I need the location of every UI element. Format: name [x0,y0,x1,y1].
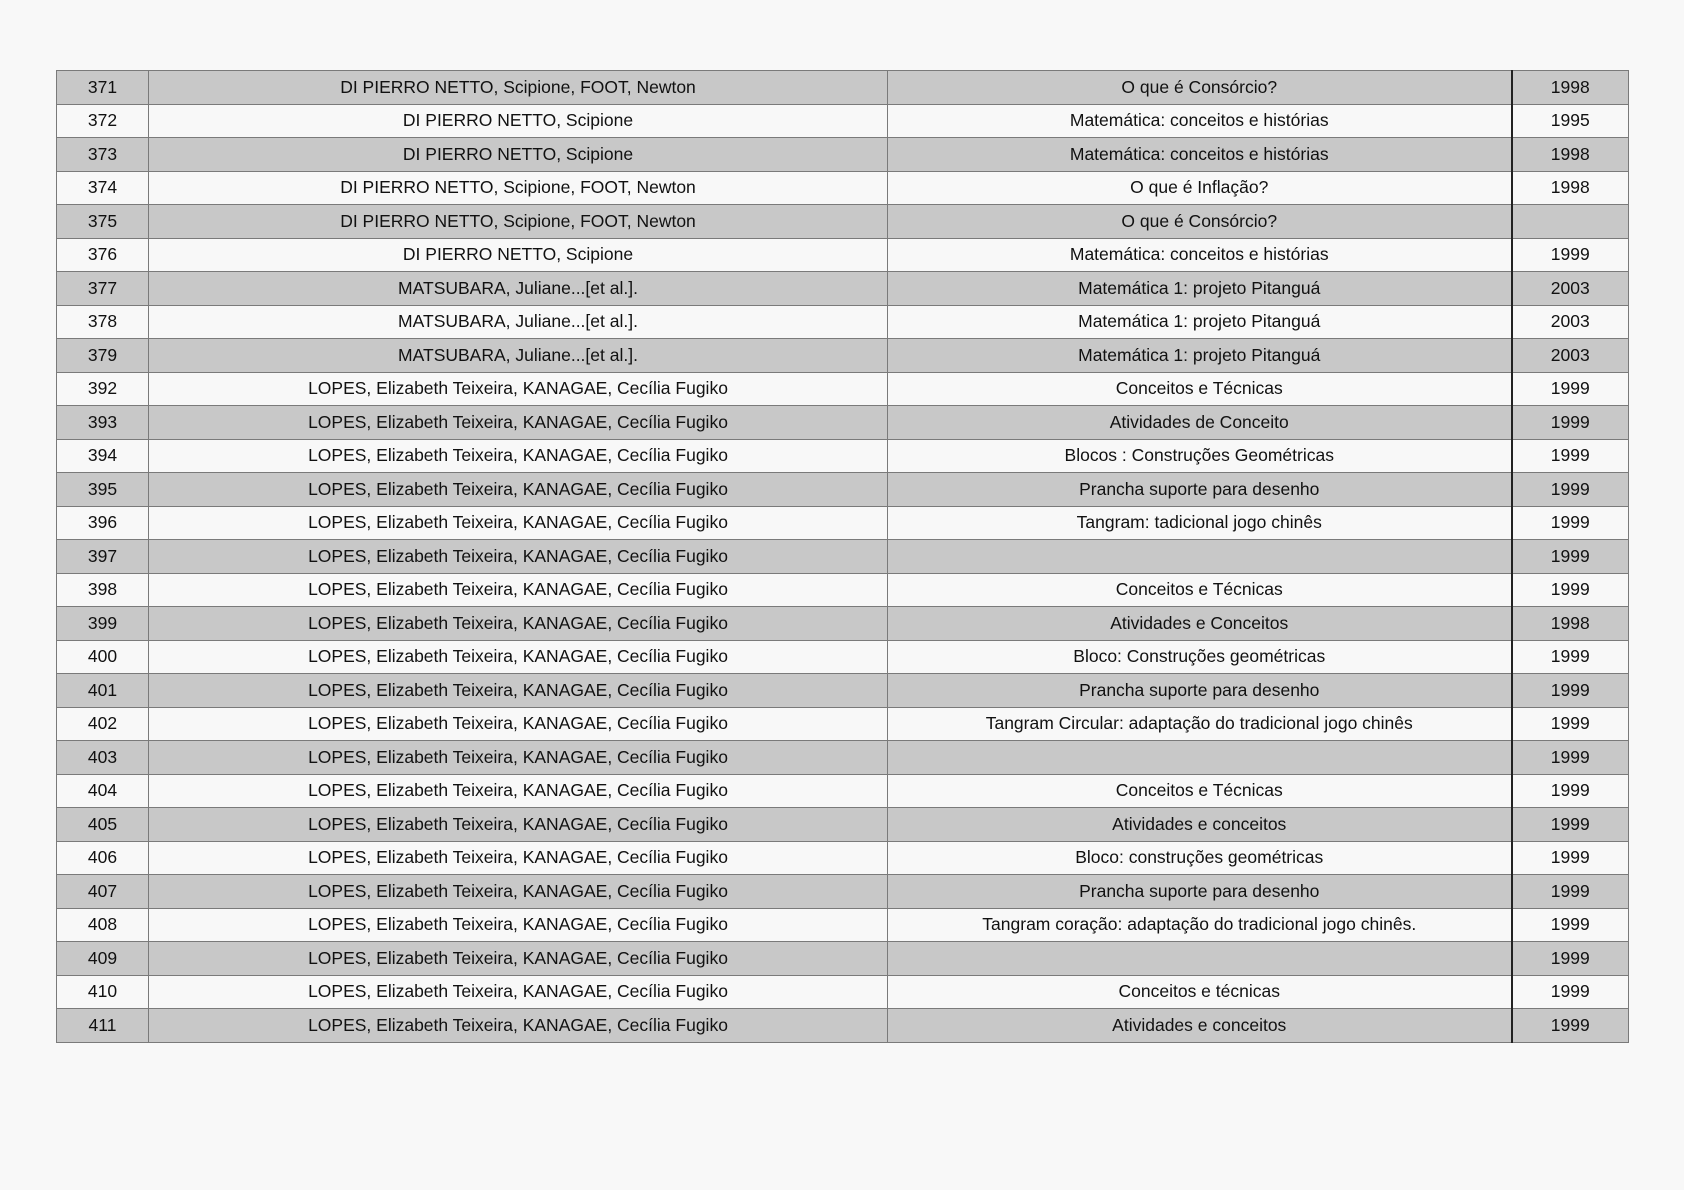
cell-id: 393 [57,406,149,440]
cell-year: 1995 [1512,104,1629,138]
cell-id: 402 [57,707,149,741]
cell-author: LOPES, Elizabeth Teixeira, KANAGAE, Cecília Fugiko [149,741,888,775]
cell-title [888,942,1512,976]
cell-author: MATSUBARA, Juliane...[et al.]. [149,339,888,373]
catalog-table [56,70,1629,1043]
table-row [57,138,1629,172]
cell-title: Matemática 1: projeto Pitanguá [888,272,1512,306]
table-row [57,1009,1629,1043]
cell-year: 1999 [1512,908,1629,942]
table-row [57,305,1629,339]
table-row [57,205,1629,239]
table-row [57,741,1629,775]
table-row [57,238,1629,272]
cell-year: 1999 [1512,1009,1629,1043]
cell-id: 376 [57,238,149,272]
cell-title: Atividades de Conceito [888,406,1512,440]
table-row [57,104,1629,138]
cell-id: 404 [57,774,149,808]
cell-year: 1999 [1512,841,1629,875]
cell-year: 2003 [1512,339,1629,373]
cell-title: Matemática 1: projeto Pitanguá [888,339,1512,373]
cell-year: 1999 [1512,540,1629,574]
cell-title: Matemática: conceitos e histórias [888,238,1512,272]
cell-year [1512,205,1629,239]
cell-year: 1999 [1512,439,1629,473]
table-row [57,439,1629,473]
table-row [57,473,1629,507]
cell-title: Bloco: Construções geométricas [888,640,1512,674]
table-row [57,875,1629,909]
cell-author: LOPES, Elizabeth Teixeira, KANAGAE, Cecília Fugiko [149,640,888,674]
cell-title: O que é Consórcio? [888,71,1512,105]
cell-title: Atividades e Conceitos [888,607,1512,641]
cell-title: Prancha suporte para desenho [888,473,1512,507]
cell-id: 379 [57,339,149,373]
cell-title: Blocos : Construções Geométricas [888,439,1512,473]
cell-year: 1999 [1512,406,1629,440]
cell-author: LOPES, Elizabeth Teixeira, KANAGAE, Cecília Fugiko [149,942,888,976]
table-row [57,607,1629,641]
cell-title: Matemática: conceitos e histórias [888,104,1512,138]
cell-id: 399 [57,607,149,641]
cell-year: 1999 [1512,473,1629,507]
cell-year: 1998 [1512,607,1629,641]
cell-id: 377 [57,272,149,306]
cell-author: LOPES, Elizabeth Teixeira, KANAGAE, Cecília Fugiko [149,473,888,507]
cell-title: Conceitos e Técnicas [888,573,1512,607]
cell-id: 371 [57,71,149,105]
cell-title: Tangram coração: adaptação do tradicional jogo chinês. [888,908,1512,942]
cell-id: 378 [57,305,149,339]
cell-title: Conceitos e técnicas [888,975,1512,1009]
cell-id: 373 [57,138,149,172]
cell-title: Tangram: tadicional jogo chinês [888,506,1512,540]
cell-year: 1999 [1512,674,1629,708]
cell-author: LOPES, Elizabeth Teixeira, KANAGAE, Cecília Fugiko [149,506,888,540]
cell-author: DI PIERRO NETTO, Scipione [149,104,888,138]
cell-year: 2003 [1512,305,1629,339]
cell-author: DI PIERRO NETTO, Scipione, FOOT, Newton [149,71,888,105]
cell-author: LOPES, Elizabeth Teixeira, KANAGAE, Cecília Fugiko [149,808,888,842]
cell-id: 374 [57,171,149,205]
cell-author: DI PIERRO NETTO, Scipione [149,138,888,172]
table-row [57,372,1629,406]
cell-id: 398 [57,573,149,607]
cell-author: LOPES, Elizabeth Teixeira, KANAGAE, Cecília Fugiko [149,1009,888,1043]
cell-id: 411 [57,1009,149,1043]
cell-year: 1999 [1512,573,1629,607]
cell-year: 1999 [1512,741,1629,775]
table-row [57,406,1629,440]
cell-year: 1998 [1512,171,1629,205]
table-row [57,841,1629,875]
table-row [57,339,1629,373]
cell-id: 375 [57,205,149,239]
cell-author: LOPES, Elizabeth Teixeira, KANAGAE, Cecília Fugiko [149,372,888,406]
cell-author: LOPES, Elizabeth Teixeira, KANAGAE, Cecília Fugiko [149,540,888,574]
table-row [57,540,1629,574]
table-row [57,640,1629,674]
cell-author: LOPES, Elizabeth Teixeira, KANAGAE, Cecília Fugiko [149,439,888,473]
cell-title: Prancha suporte para desenho [888,674,1512,708]
table-row [57,774,1629,808]
cell-title: Atividades e conceitos [888,1009,1512,1043]
cell-title: Matemática: conceitos e histórias [888,138,1512,172]
cell-title: Matemática 1: projeto Pitanguá [888,305,1512,339]
cell-year: 1998 [1512,71,1629,105]
cell-id: 397 [57,540,149,574]
cell-title: Tangram Circular: adaptação do tradicional jogo chinês [888,707,1512,741]
cell-year: 1999 [1512,640,1629,674]
cell-year: 1999 [1512,774,1629,808]
table-row [57,707,1629,741]
cell-title: O que é Inflação? [888,171,1512,205]
cell-year: 1998 [1512,138,1629,172]
cell-id: 406 [57,841,149,875]
cell-author: DI PIERRO NETTO, Scipione, FOOT, Newton [149,205,888,239]
cell-author: LOPES, Elizabeth Teixeira, KANAGAE, Cecília Fugiko [149,975,888,1009]
cell-year: 1999 [1512,808,1629,842]
table-row [57,506,1629,540]
cell-id: 394 [57,439,149,473]
table-row [57,808,1629,842]
cell-year: 1999 [1512,942,1629,976]
cell-year: 1999 [1512,707,1629,741]
cell-title: Atividades e conceitos [888,808,1512,842]
cell-id: 396 [57,506,149,540]
cell-title: Prancha suporte para desenho [888,875,1512,909]
table-row [57,975,1629,1009]
cell-title: O que é Consórcio? [888,205,1512,239]
cell-id: 372 [57,104,149,138]
cell-year: 1999 [1512,238,1629,272]
cell-author: LOPES, Elizabeth Teixeira, KANAGAE, Cecília Fugiko [149,774,888,808]
table-row [57,272,1629,306]
cell-author: LOPES, Elizabeth Teixeira, KANAGAE, Cecília Fugiko [149,607,888,641]
cell-title [888,741,1512,775]
cell-author: MATSUBARA, Juliane...[et al.]. [149,272,888,306]
cell-id: 408 [57,908,149,942]
cell-author: LOPES, Elizabeth Teixeira, KANAGAE, Cecília Fugiko [149,875,888,909]
cell-author: LOPES, Elizabeth Teixeira, KANAGAE, Cecília Fugiko [149,707,888,741]
cell-author: LOPES, Elizabeth Teixeira, KANAGAE, Cecília Fugiko [149,573,888,607]
table-row [57,71,1629,105]
cell-id: 395 [57,473,149,507]
cell-author: LOPES, Elizabeth Teixeira, KANAGAE, Cecília Fugiko [149,908,888,942]
cell-id: 403 [57,741,149,775]
cell-title [888,540,1512,574]
cell-author: LOPES, Elizabeth Teixeira, KANAGAE, Cecília Fugiko [149,674,888,708]
table-row [57,674,1629,708]
cell-id: 410 [57,975,149,1009]
catalog-table-body [57,71,1629,1043]
table-row [57,908,1629,942]
cell-title: Conceitos e Técnicas [888,372,1512,406]
cell-id: 401 [57,674,149,708]
table-row [57,573,1629,607]
cell-author: DI PIERRO NETTO, Scipione [149,238,888,272]
cell-year: 1999 [1512,372,1629,406]
cell-title: Bloco: construções geométricas [888,841,1512,875]
cell-author: LOPES, Elizabeth Teixeira, KANAGAE, Cecília Fugiko [149,406,888,440]
cell-year: 1999 [1512,975,1629,1009]
table-row [57,942,1629,976]
cell-id: 400 [57,640,149,674]
cell-id: 405 [57,808,149,842]
cell-id: 407 [57,875,149,909]
cell-year: 1999 [1512,875,1629,909]
cell-author: LOPES, Elizabeth Teixeira, KANAGAE, Cecília Fugiko [149,841,888,875]
cell-id: 392 [57,372,149,406]
cell-author: MATSUBARA, Juliane...[et al.]. [149,305,888,339]
cell-author: DI PIERRO NETTO, Scipione, FOOT, Newton [149,171,888,205]
cell-id: 409 [57,942,149,976]
cell-year: 2003 [1512,272,1629,306]
cell-year: 1999 [1512,506,1629,540]
cell-title: Conceitos e Técnicas [888,774,1512,808]
table-row [57,171,1629,205]
